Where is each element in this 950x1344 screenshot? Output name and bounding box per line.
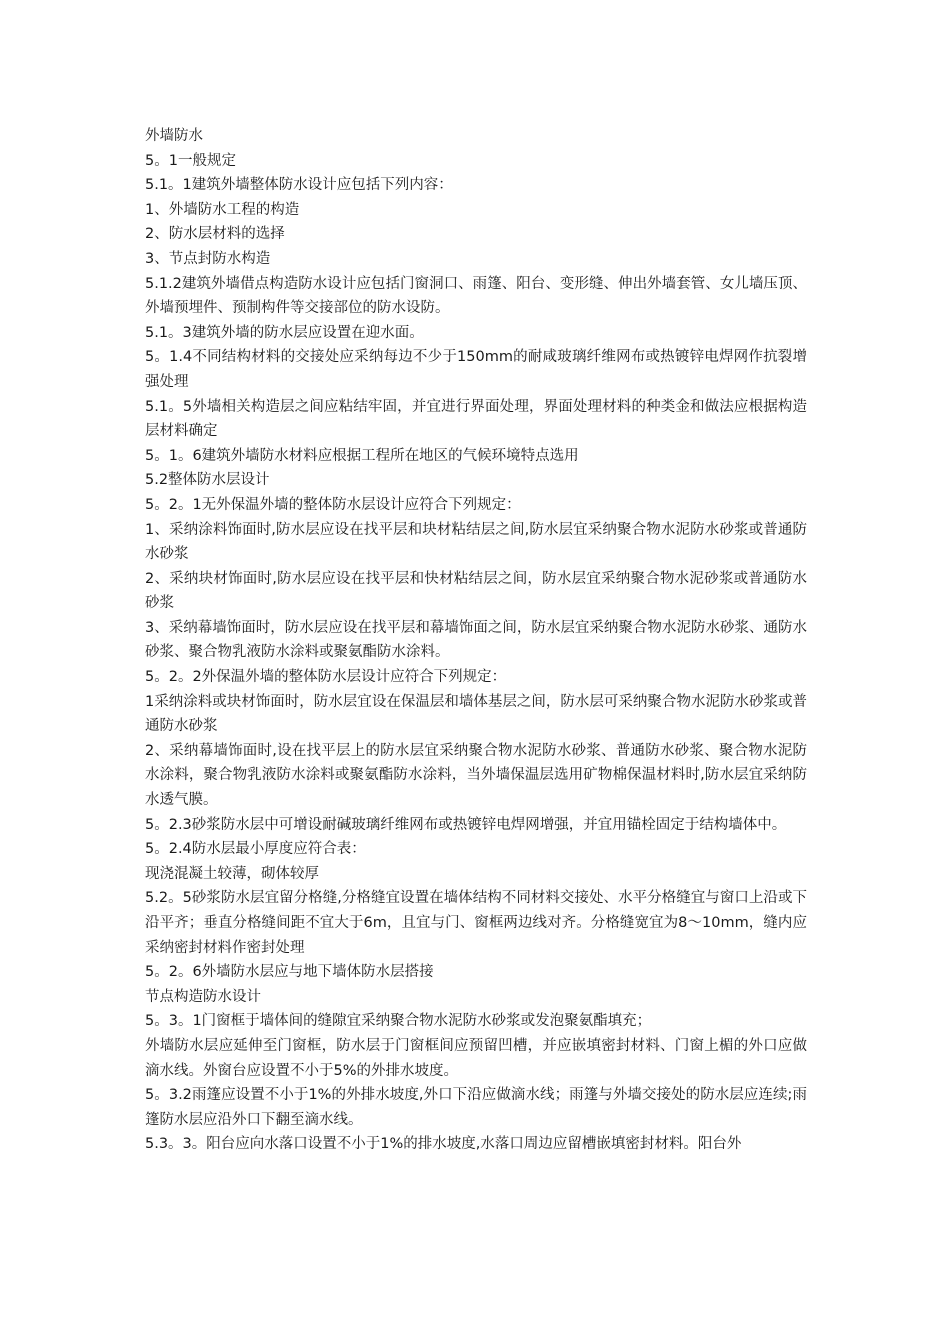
body-paragraph: 外墙防水层应延伸至门窗框，防水层于门窗框间应预留凹槽，并应嵌填密封材料、门窗上楣的外口应做滴水线。外窗台应设置不小于5%的外排水坡度。 xyxy=(145,1037,807,1079)
clause-paragraph: 5.2。5砂浆防水层宜留分格缝,分格缝宜设置在墙体结构不同材料交接处、水平分格缝宜与窗口上沿或下沿平齐；垂直分格缝间距不宜大于6m，且宜与门、窗框两边线对齐。分格缝宽宜为8～10mm，缝内应采纳密封材料作密封处理 xyxy=(145,890,807,956)
list-item: 1、外墙防水工程的构造 xyxy=(145,201,300,218)
clause-paragraph: 5.1。5外墙相关构造层之间应粘结牢固，并宜进行界面处理，界面处理材料的种类金和做法应根据构造层材料确定 xyxy=(145,398,807,440)
clause-paragraph: 5。2。6外墙防水层应与地下墙体防水层搭接 xyxy=(145,964,434,981)
clause-paragraph: 5。2.3砂浆防水层中可增设耐碱玻璃纤维网布或热镀锌电焊网增强，并宜用锚栓固定于结构墙体中。 xyxy=(145,816,787,833)
clause-paragraph: 5.1.2建筑外墙借点构造防水设计应包括门窗洞口、雨篷、阳台、变形缝、伸出外墙套管、女儿墙压顶、外墙预埋件、预制构件等交接部位的防水设防。 xyxy=(145,275,807,317)
clause-paragraph: 5。1.4不同结构材料的交接处应采纳每边不少于150mm的耐咸玻璃纤维网布或热镀锌电焊网作抗裂增强处理 xyxy=(145,349,807,390)
clause-paragraph: 5。2。1无外保温外墙的整体防水层设计应符合下列规定： xyxy=(145,496,521,513)
clause-paragraph: 5。2。2外保温外墙的整体防水层设计应符合下列规定： xyxy=(145,669,507,686)
list-item: 3、采纳幕墙饰面时，防水层应设在找平层和幕墙饰面之间，防水层宜采纳聚合物水泥防水砂浆、通防水砂浆、聚合物乳液防水涂料或聚氨酯防水涂料。 xyxy=(145,619,807,661)
document-body xyxy=(145,124,807,1157)
subsection-heading: 节点构造防水设计 xyxy=(145,988,261,1005)
list-item: 2、采纳块材饰面时,防水层应设在找平层和快材粘结层之间，防水层宜采纳聚合物水泥砂浆或普通防水砂浆 xyxy=(145,570,807,612)
clause-paragraph: 5。3。1门窗框于墙体间的缝隙宜采纳聚合物水泥防水砂浆或发泡聚氨酯填充； xyxy=(145,1013,652,1030)
clause-paragraph: 5.1。3建筑外墙的防水层应设置在迎水面。 xyxy=(145,324,424,341)
subsection-heading: 5。1一般规定 xyxy=(145,152,236,169)
clause-paragraph: 5。3.2雨篷应设置不小于1%的外排水坡度,外口下沿应做滴水线；雨篷与外墙交接处的防水层应连续;雨篷防水层应沿外口下翻至滴水线。 xyxy=(145,1087,807,1128)
clause-paragraph: 5。2.4防水层最小厚度应符合表： xyxy=(145,841,366,858)
clause-paragraph: 5.1。1建筑外墙整体防水设计应包括下列内容： xyxy=(145,177,453,194)
list-item: 2、采纳幕墙饰面时,设在找平层上的防水层宜采纳聚合物水泥防水砂浆、普通防水砂浆、聚合物水泥防水涂料，聚合物乳液防水涂料或聚氨酯防水涂料，当外墙保温层选用矿物棉保温材料时,防水层宜采纳防水透气膜。 xyxy=(145,742,807,809)
note-paragraph: 现浇混凝土较薄，砌体较厚 xyxy=(145,865,319,882)
subsection-heading: 5.2整体防水层设计 xyxy=(145,472,270,489)
list-item: 2、防水层材料的选择 xyxy=(145,226,285,243)
list-item: 1、采纳涂料饰面时,防水层应设在找平层和块材粘结层之间,防水层宜采纳聚合物水泥防水砂浆或普通防水砂浆 xyxy=(145,521,807,563)
list-item: 1采纳涂料或块材饰面时，防水层宜设在保温层和墙体基层之间，防水层可采纳聚合物水泥防水砂浆或普通防水砂浆 xyxy=(145,693,807,735)
list-item: 3、节点封防水构造 xyxy=(145,250,271,267)
section-title: 外墙防水 xyxy=(145,128,203,144)
clause-paragraph: 5.3。3。阳台应向水落口设置不小于1%的排水坡度,水落口周边应留槽嵌填密封材料。阳台外 xyxy=(145,1136,742,1153)
clause-paragraph: 5。1。6建筑外墙防水材料应根据工程所在地区的气候环境特点选用 xyxy=(145,447,579,464)
